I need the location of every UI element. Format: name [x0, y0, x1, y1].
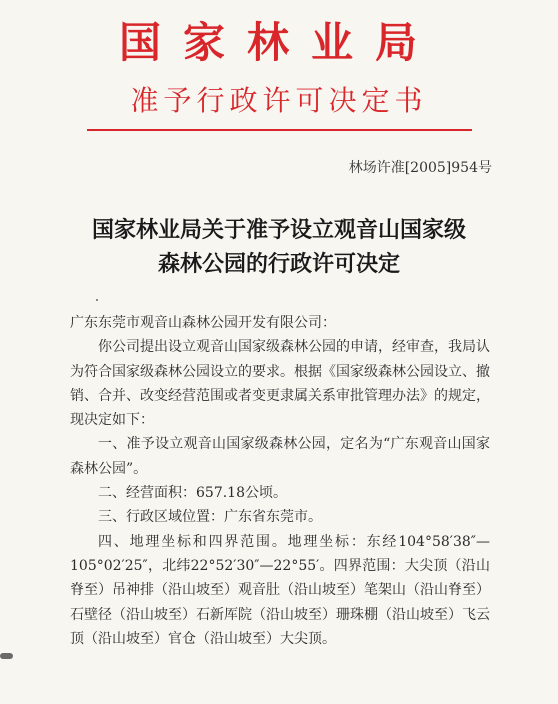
addressee: 广东东莞市观音山森林公园开发有限公司： — [70, 315, 336, 331]
decision-heading — [0, 213, 558, 281]
paragraph-review: 你公司提出设立观音山国家级森林公园的申请，经审查，我局认为符合国家级森林公园设立的要求。根据《国家级森林公园设立、撤销、合并、改变经营范围或者变更隶属关系审批管理办法》的规定，现决定如下： — [70, 339, 490, 429]
decision-body — [70, 311, 490, 651]
document-number: 林场许准[2005]954号 — [348, 160, 492, 176]
decision-item-3: 三、行政区域位置：广东省东莞市。 — [98, 509, 322, 526]
decision-item-2: 二、经营面积：657.18公顷。 — [98, 485, 287, 502]
issuing-organization-title: 国家林业局 — [118, 18, 439, 67]
decision-item-4: 四、地理坐标和四界范围。地理坐标：东经104°58′38″—105°02′25″，北纬22°52′30″—22°55′。四界范围：大尖顶（沿山脊至）吊神排（沿山坡至）观音肚（沿山坡至）笔架山（沿山脊至）石壁径（沿山坡至）石新厍院（沿山坡至）珊珠棚（沿山坡至）飞云顶（沿山坡至）官仓（沿山坡至）大尖顶。 — [70, 533, 490, 647]
decision-item-1: 一、准予设立观音山国家级森林公园，定名为“广东观音山国家森林公园”。 — [70, 436, 490, 477]
heading-line-1: 国家林业局关于准予设立观音山国家级 — [91, 217, 466, 243]
document-type-title: 准予行政许可决定书 — [130, 84, 428, 117]
scan-smudge — [0, 653, 13, 659]
header-divider — [87, 129, 472, 131]
scan-speck — [96, 299, 98, 301]
heading-line-2: 森林公园的行政许可决定 — [157, 251, 400, 277]
